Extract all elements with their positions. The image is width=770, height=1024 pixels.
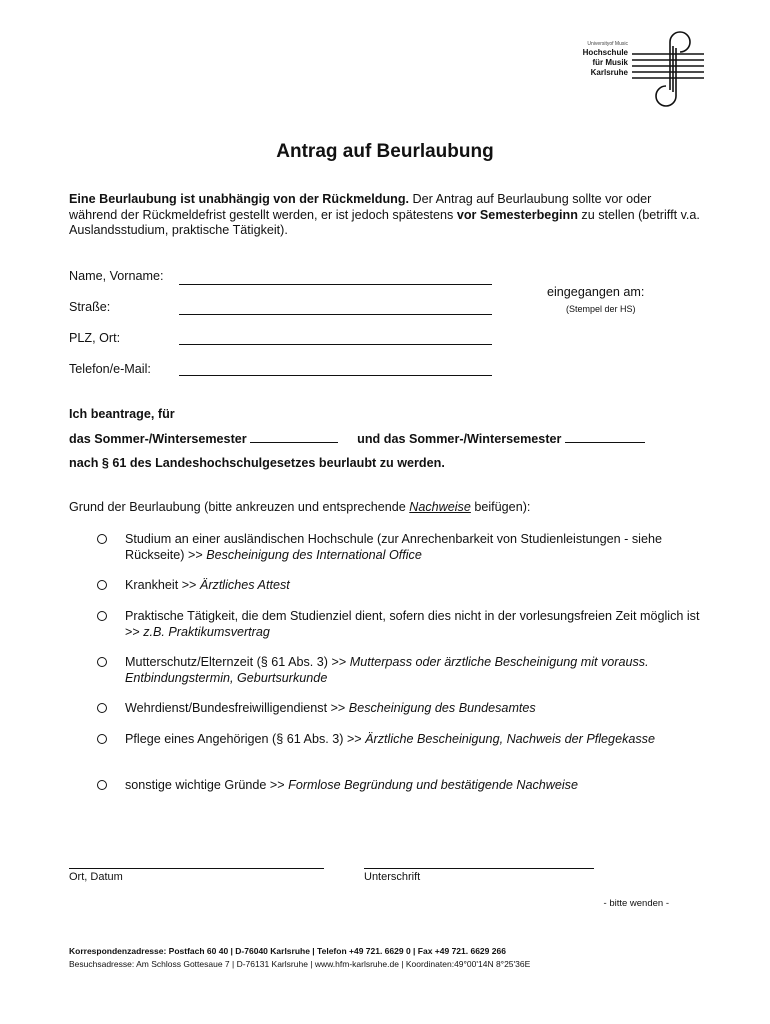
stamp-label: (Stempel der HS) [566,304,636,314]
contact-field[interactable] [179,375,492,376]
signature-label: Unterschrift [364,871,421,883]
name-label: Name, Vorname: [69,269,164,283]
reason-text: Studium an einer ausländischen Hochschule (zur Anrechenbarkeit von Studienleistungen - siehe Rückseite) >> [125,532,662,562]
radio-practical[interactable] [97,611,107,621]
reason-proof: Ärztliches Attest [199,578,290,592]
radio-maternity[interactable] [97,657,107,667]
radio-care[interactable] [97,734,107,744]
radio-illness[interactable] [97,580,107,590]
reason-proof: Bescheinigung des International Office [206,547,422,562]
reason-item-illness [97,578,707,594]
logo-icon [632,30,704,112]
reason-text: Mutterschutz/Elternzeit (§ 61 Abs. 3) >> [125,655,350,669]
reason-item-care [97,732,707,748]
reason-text: sonstige wichtige Gründe >> [125,778,289,792]
semester-1-field[interactable] [250,432,338,443]
reason-proof: z.B. Praktikumsvertrag [143,624,270,639]
logo-line-1: Hochschule [582,48,628,57]
request-line-1: Ich beantrage, für [69,407,175,421]
reason-text: Wehrdienst/Bundesfreiwilligendienst >> [125,701,349,715]
reason-item-other [97,778,707,794]
reason-proof: Ärztliche Bescheinigung, Nachweis der Pflegekasse [365,732,655,746]
reason-intro-text-b: beifügen): [470,500,531,514]
semester-2-field[interactable] [565,432,645,443]
radio-other[interactable] [97,780,107,790]
logo-text [583,40,628,78]
contact-label: Telefon/e-Mail: [69,362,151,376]
street-field[interactable] [179,314,492,315]
city-field[interactable] [179,344,492,345]
intro-text-1: Der Antrag auf Beurlaubung sollte vor oder während der Rückmeldefrist gestellt werden, er ist jedoch spätestens [69,192,652,222]
place-date-label: Ort, Datum [69,871,123,883]
reason-proof: Formlose Begründung und bestätigende Nachweise [288,778,578,792]
request-line-2 [69,432,645,446]
reason-item-maternity [97,655,707,686]
logo-line-2: für Musik [592,58,628,67]
semester-1-label: das Sommer-/Wintersemester [69,432,251,446]
reason-intro-text-a: Grund der Beurlaubung (bitte ankreuzen und entsprechende [69,500,410,514]
turn-over-note: - bitte wenden - [603,898,669,909]
reason-proof: Mutterpass oder ärztliche Bescheinigung mit vorauss. Entbindungstermin, Geburtsurkunde [125,655,649,685]
radio-military[interactable] [97,703,107,713]
intro-bold-2: vor Semesterbeginn [456,207,578,222]
reason-item-practical [97,609,707,640]
request-line-3: nach § 61 des Landeshochschulgesetzes beurlaubt zu werden. [69,456,445,470]
reason-text: Krankheit >> [125,578,200,592]
logo-line-3: Karlsruhe [590,68,628,77]
page-title: Antrag auf Beurlaubung [276,141,494,162]
street-label: Straße: [69,300,111,314]
reason-text: Praktische Tätigkeit, die dem Studienziel dient, sofern dies nicht in der vorlesungsfreien Zeit möglich ist >> [125,609,700,639]
reason-intro [69,500,530,514]
reason-proof: Bescheinigung des Bundesamtes [348,701,536,715]
intro-paragraph [69,192,701,239]
footer-correspondence: Korrespondenzadresse: Postfach 60 40 | D-76040 Karlsruhe | Telefon +49 721. 6629 0 | Fax +49 721. 6629 266 [69,946,506,956]
semester-2-label: und das Sommer-/Wintersemester [357,432,565,446]
received-label: eingegangen am: [547,285,645,299]
signature-field[interactable] [364,868,594,869]
name-field[interactable] [179,284,492,285]
footer-visitor-address: Besuchsadresse: Am Schloss Gottesaue 7 | D-76131 Karlsruhe | www.hfm-karlsruhe.de | Koordinaten:49°00'14N 8°25'36E [69,959,531,969]
intro-bold-1: Eine Beurlaubung ist unabhängig von der Rückmeldung. [69,192,410,206]
radio-abroad[interactable] [97,534,107,544]
reason-text: Pflege eines Angehörigen (§ 61 Abs. 3) >> [125,732,366,746]
intro-text-2: zu stellen (betrifft v.a. Auslandsstudium, praktische Tätigkeit). [69,207,700,237]
reason-intro-link: Nachweise [409,500,471,514]
logo-subtitle: Universityof Music [587,41,628,47]
place-date-field[interactable] [69,868,324,869]
reason-item-abroad [97,532,707,563]
city-label: PLZ, Ort: [69,331,121,345]
reason-item-military [97,701,707,717]
